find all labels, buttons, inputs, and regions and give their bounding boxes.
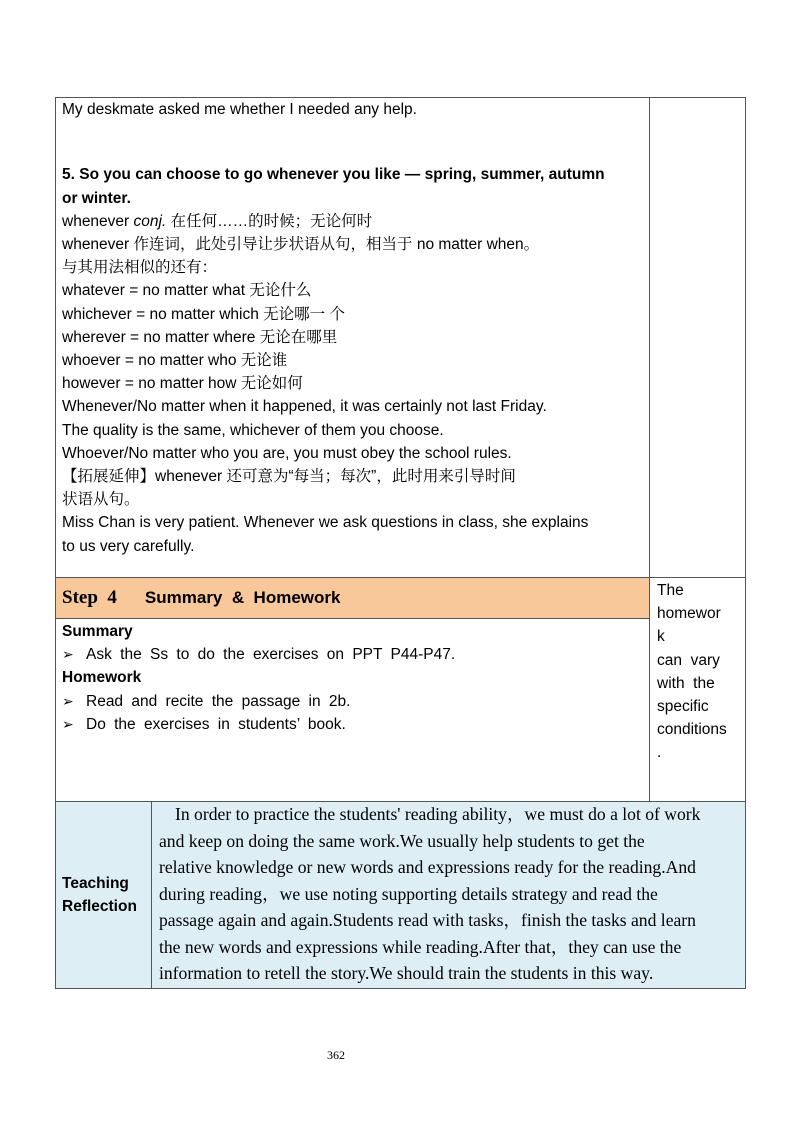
text-line: during reading，we use noting supporting details strategy and read the <box>159 883 658 904</box>
text-line: whenever 作连词，此处引导让步状语从句，相当于 no matter when。 <box>62 236 540 253</box>
step-4-header <box>62 580 340 616</box>
list-item: ➢ Do the exercises in students’ book. <box>62 713 646 736</box>
homework-side-note <box>657 579 743 765</box>
text-line: information to retell the story.We should train the students in this way. <box>159 963 654 983</box>
arrow-bullet-icon: ➢ <box>62 646 74 663</box>
text-line: Whoever/No matter who you are, you must obey the school rules. <box>62 444 512 462</box>
homework-heading: Homework <box>62 669 142 687</box>
text-line: to us very carefully. <box>62 537 195 555</box>
text-line: with the <box>657 674 715 692</box>
grammar-notes-cell <box>62 98 646 558</box>
arrow-bullet-icon: ➢ <box>62 715 74 732</box>
conj-definition-line <box>62 210 646 233</box>
text-line: specific <box>657 698 709 716</box>
text-line: In order to practice the students' reading ability，we must do a lot of work <box>175 804 701 824</box>
arrow-bullet-icon: ➢ <box>62 692 74 709</box>
conj-meaning: 在任何……的时候；无论何时 <box>166 212 373 230</box>
text-line <box>62 144 646 163</box>
text-line: homewor <box>657 605 721 623</box>
page-number: 362 <box>327 1048 345 1062</box>
text-line: however = no matter how 无论如何 <box>62 375 303 393</box>
text-line: 【拓展延伸】whenever 还可意为“每当；每次”，此时用来引导时间 <box>62 468 516 486</box>
step-number: Step 4 <box>62 587 117 608</box>
text-line <box>62 121 646 144</box>
point-5-heading-cont: or winter. <box>62 189 131 207</box>
conj-word: whenever <box>62 212 134 230</box>
list-item: ➢ Ask the Ss to do the exercises on PPT P44-P47. <box>62 643 646 666</box>
summary-homework-cell <box>62 620 646 736</box>
point-5-heading: 5. So you can choose to go whenever you like — spring, summer, autumn <box>62 166 605 184</box>
list-item: ➢ Read and recite the passage in 2b. <box>62 690 646 713</box>
text-line: 与其用法相似的还有： <box>62 259 218 277</box>
text-line: whichever = no matter which 无论哪一 个 <box>62 305 345 323</box>
text-line: whatever = no matter what 无论什么 <box>62 282 312 300</box>
text-line: relative knowledge or new words and expressions ready for the reading.And <box>159 857 696 877</box>
text-line: passage again and again.Students read with tasks，finish the tasks and learn <box>159 910 696 930</box>
conj-pos: conj. <box>133 212 167 230</box>
text-line: 状语从句。 <box>62 491 140 509</box>
text-line: the new words and expressions while reading.After that，they can use the <box>159 936 682 957</box>
text-line: and keep on doing the same work.We usually help students to get the <box>159 830 645 851</box>
summary-heading: Summary <box>62 623 133 640</box>
text-line: k <box>657 628 665 646</box>
step-title: Summary & Homework <box>144 588 341 607</box>
text-line: whoever = no matter who 无论谁 <box>62 352 288 370</box>
text-line: The <box>657 582 684 599</box>
reflection-text <box>159 801 743 987</box>
text-line: My deskmate asked me whether I needed any help. <box>62 101 417 118</box>
text-line: Miss Chan is very patient. Whenever we ask questions in class, she explains <box>62 514 589 532</box>
text-line: . <box>657 744 662 762</box>
text-line: conditions <box>657 721 727 739</box>
text-line: wherever = no matter where 无论在哪里 <box>62 328 338 346</box>
text-line: can vary <box>657 651 720 669</box>
reflection-label: Teaching Reflection <box>62 875 137 915</box>
text-line: The quality is the same, whichever of them you choose. <box>62 421 444 439</box>
text-line: Whenever/No matter when it happened, it was certainly not last Friday. <box>62 398 547 416</box>
